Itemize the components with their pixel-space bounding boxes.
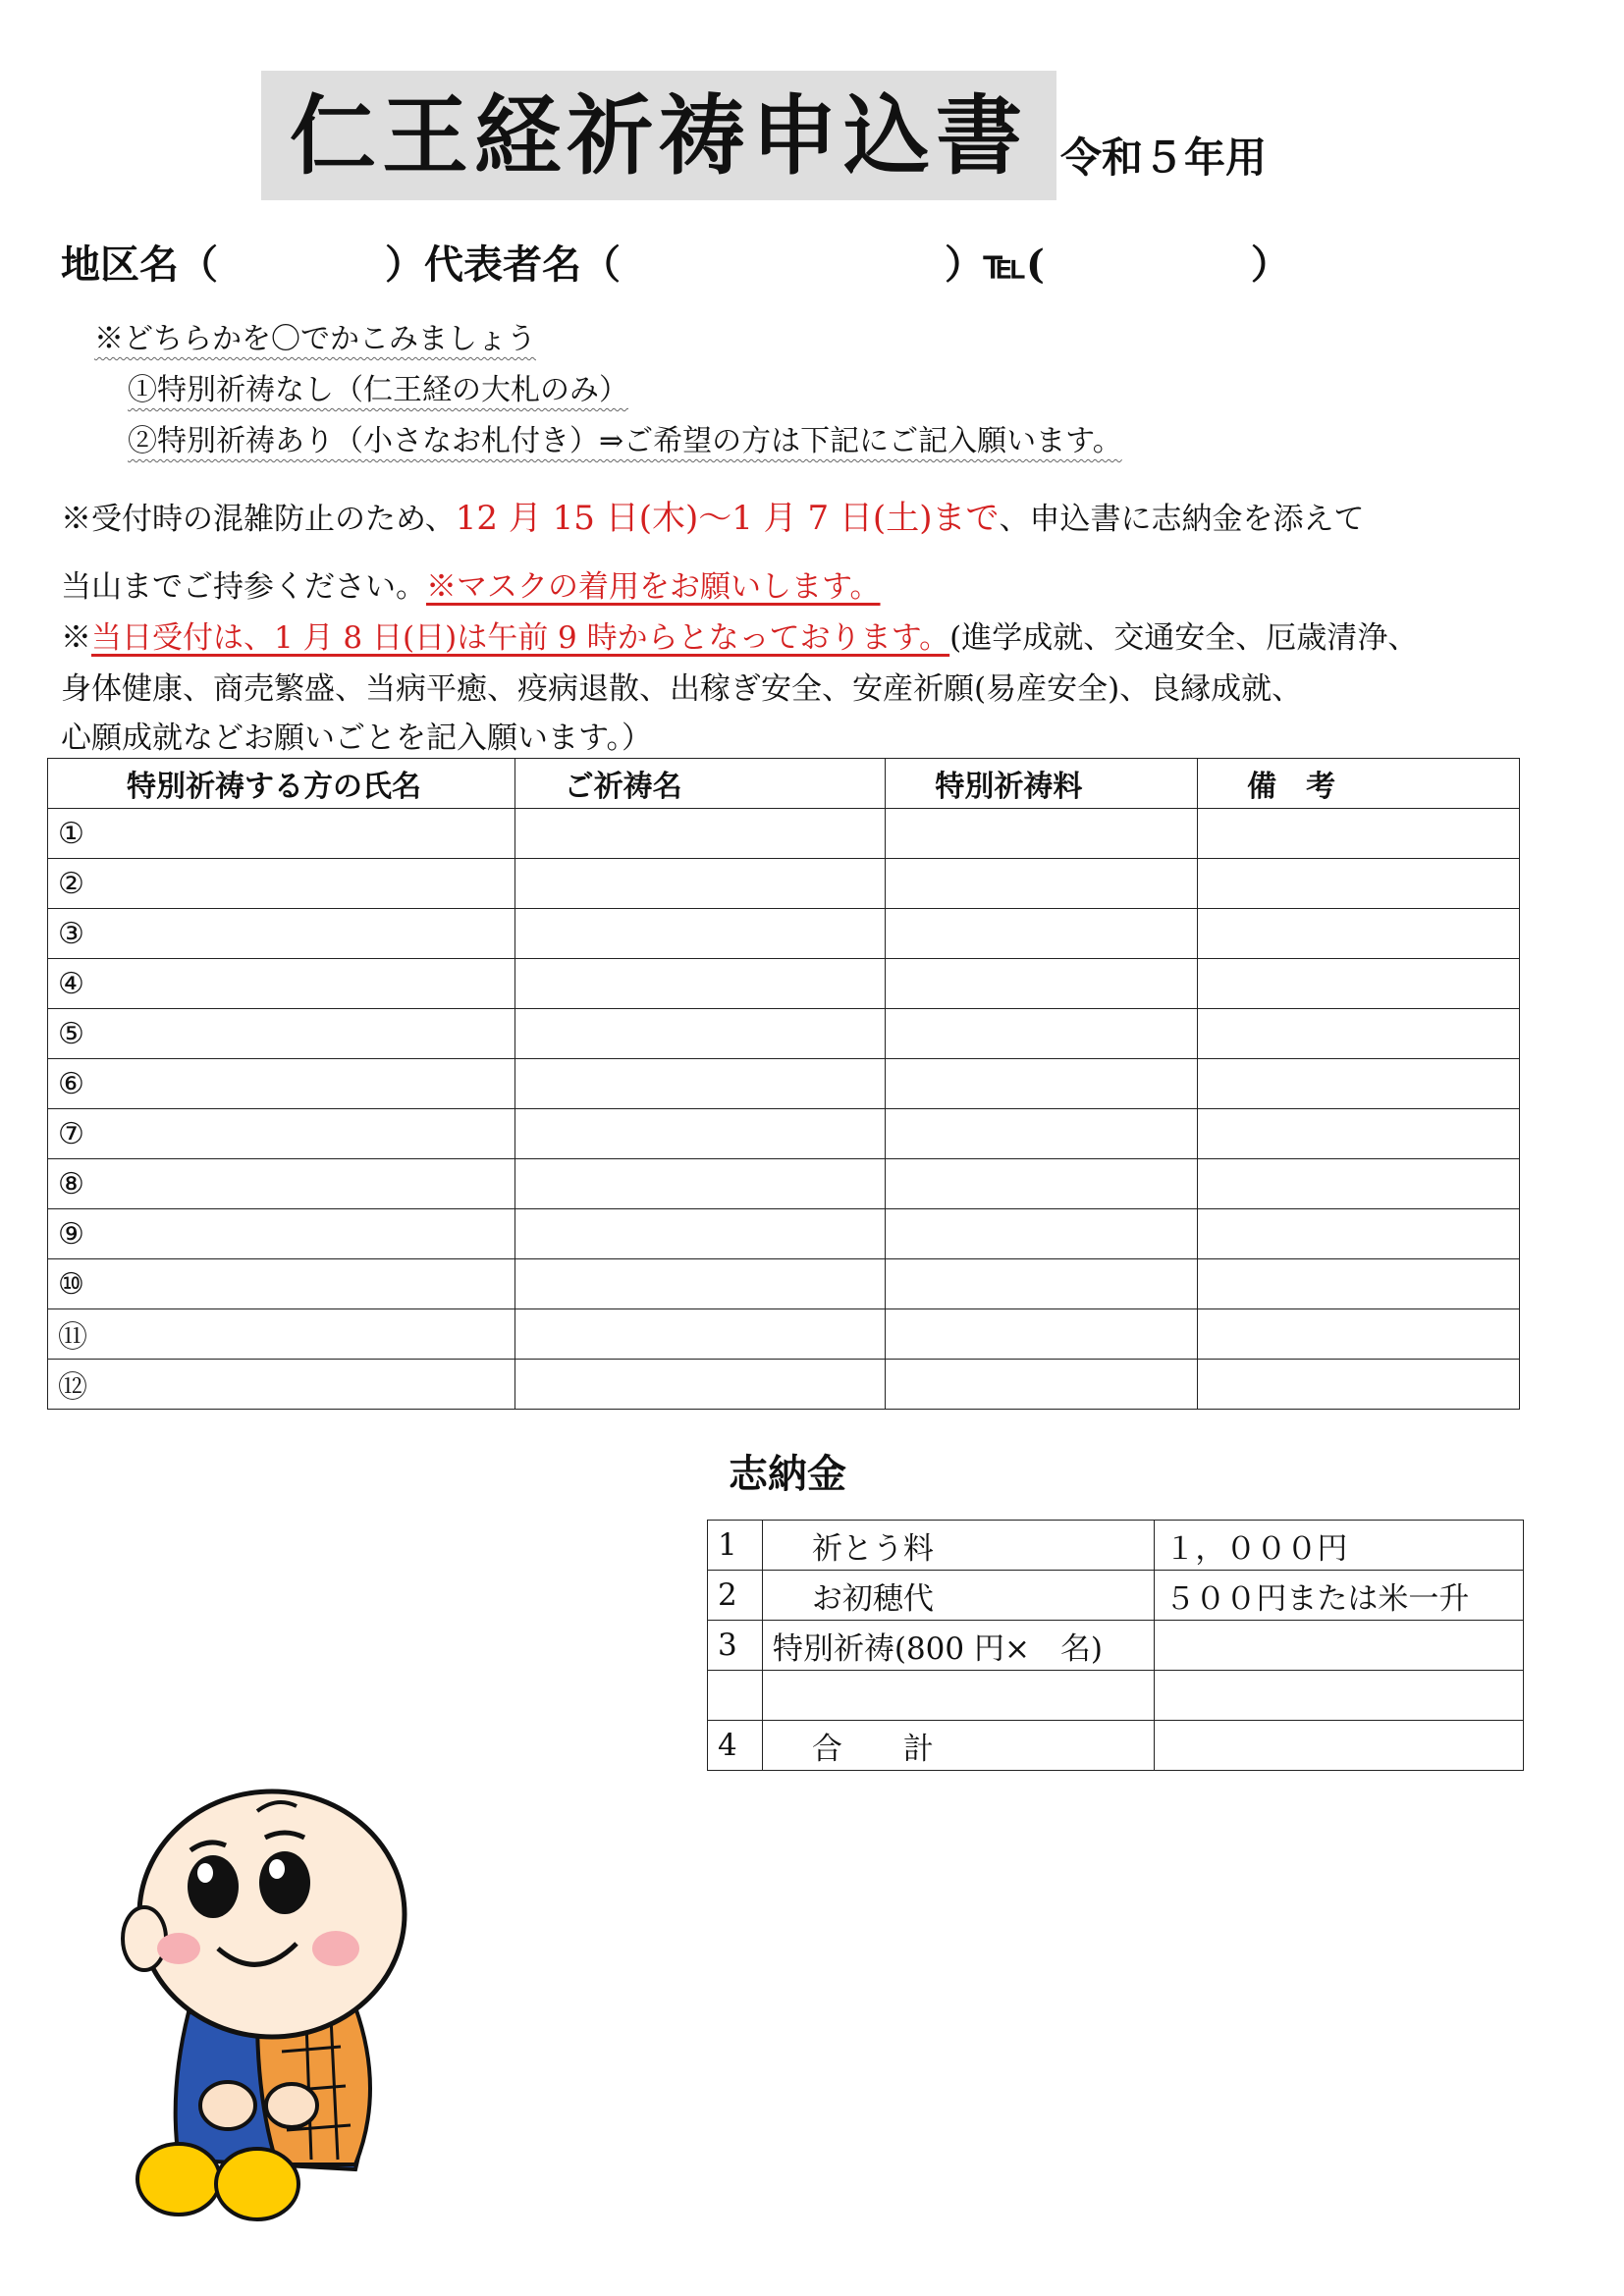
table-row: ② — [48, 859, 1520, 909]
applicant-fill-line: 地区名（ ）代表者名（ ）℡( ） — [61, 234, 1290, 290]
mask-notice: ※マスクの着用をお願いします。 — [426, 569, 881, 605]
table-row: ⑥ — [48, 1059, 1520, 1109]
note-line-4: 身体健康、商売繁盛、当病平癒、疫病退散、出稼ぎ安全、安産祈願(易産安全)、良縁成就、 — [61, 671, 1303, 707]
table-row: ⑧ — [48, 1159, 1520, 1209]
monk-mascot-illustration — [110, 1767, 444, 2228]
table-row: ③ — [48, 909, 1520, 959]
header-name: 特別祈祷する方の氏名 — [48, 759, 515, 809]
note-line-3: ※当日受付は、1 月 8 日(日)は午前 9 時からとなっております。(進学成就、交通安全、厄歳清浄、 — [61, 620, 1419, 656]
fee-row: 3 特別祈祷(800 円× 名) — [708, 1621, 1524, 1671]
fee-row — [708, 1671, 1524, 1721]
district-label: 地区名（ — [61, 241, 218, 288]
note-line-5: 心願成就などお願いごとを記入願います。） — [61, 721, 653, 756]
table-row: ⑩ — [48, 1259, 1520, 1309]
representative-label: 代表者名（ — [424, 241, 621, 288]
note-line-1: ※受付時の混雑防止のため、12 月 15 日(木)～1 月 7 日(土)まで、申込書に志納金を添えて — [61, 499, 1365, 538]
fee-title: 志納金 — [729, 1451, 846, 1497]
option-2[interactable]: ②特別祈祷あり（小さなお札付き）⇒ご希望の方は下記にご記入願います。 — [128, 424, 1122, 458]
header-prayer: ご祈祷名 — [514, 759, 886, 809]
option-1[interactable]: ①特別祈祷なし（仁王経の大札のみ） — [128, 373, 628, 407]
header-fee: 特別祈祷料 — [886, 759, 1198, 809]
table-row: ⑫ — [48, 1360, 1520, 1410]
fee-row: 2 お初穂代 ５００円または米一升 — [708, 1571, 1524, 1621]
fee-table — [707, 1520, 1524, 1771]
prayer-request-table — [47, 758, 1520, 1410]
circle-instruction: ※どちらかを〇でかこみましょう — [94, 322, 536, 356]
note-line-2: 当山までご持参ください。※マスクの着用をお願いします。 — [61, 569, 881, 605]
header-remarks: 備 考 — [1198, 759, 1520, 809]
table-row: ⑦ — [48, 1109, 1520, 1159]
page-title: 仁王経祈祷申込書 — [289, 84, 1028, 187]
table-row: ⑤ — [48, 1009, 1520, 1059]
table-row: ④ — [48, 959, 1520, 1009]
table-header-row — [48, 759, 1520, 809]
table-row: ① — [48, 809, 1520, 859]
table-row: ⑪ — [48, 1309, 1520, 1360]
year-label: 令和５年用 — [1060, 133, 1268, 182]
table-row: ⑨ — [48, 1209, 1520, 1259]
tel-label: ℡( — [984, 241, 1045, 288]
reception-period: 12 月 15 日(木)～1 月 7 日(土)まで — [455, 499, 1000, 538]
same-day-notice: 当日受付は、1 月 8 日(日)は午前 9 時からとなっております。 — [91, 620, 950, 656]
fee-row: 1 祈とう料 １，０００円 — [708, 1521, 1524, 1571]
fee-row: 4 合 計 — [708, 1721, 1524, 1771]
